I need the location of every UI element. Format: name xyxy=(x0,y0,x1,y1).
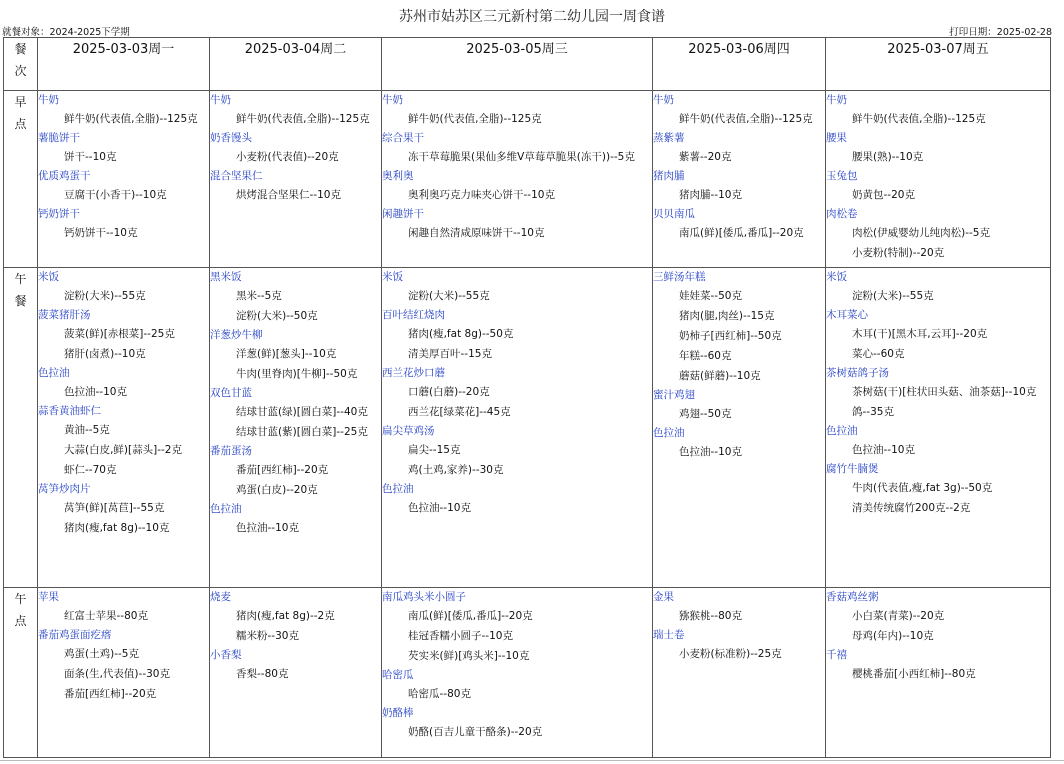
ingredient: 冻干草莓脆果(果仙多维V草莓草脆果(冻干))--5克 xyxy=(408,151,635,163)
dish-name: 苹果 xyxy=(38,591,59,603)
dish-name: 西兰花炒口蘑 xyxy=(382,367,445,379)
dish-name: 南瓜鸡头米小圆子 xyxy=(382,591,466,603)
dish-name: 米饭 xyxy=(826,271,847,283)
ingredient: 小麦粉(标准粉)--25克 xyxy=(679,648,782,660)
dish-name: 牛奶 xyxy=(826,94,847,106)
ingredient: 闲趣自然清咸原味饼干--10克 xyxy=(408,227,545,239)
ingredient: 饼干--10克 xyxy=(64,151,117,163)
weekly-menu-table xyxy=(3,37,1051,758)
dish-name: 菠菜猪肝汤 xyxy=(38,309,91,321)
ingredient: 菠菜(鲜)[赤根菜]--25克 xyxy=(64,328,175,340)
dish-name: 牛奶 xyxy=(38,94,59,106)
dish-name: 玉兔包 xyxy=(826,170,858,182)
ingredient: 糯米粉--30克 xyxy=(236,630,299,642)
dish-name: 千禧 xyxy=(826,649,847,661)
ingredient: 紫薯--20克 xyxy=(679,151,732,163)
menu-cell xyxy=(653,91,826,268)
ingredient: 芡实米(鲜)[鸡头米]--10克 xyxy=(408,650,530,662)
ingredient: 牛肉(代表值,瘦,fat 3g)--50克 xyxy=(852,482,993,494)
dish-name: 番茄蛋汤 xyxy=(210,445,252,457)
ingredient: 鸽--35克 xyxy=(852,406,894,418)
meal-label-char: 点 xyxy=(14,614,27,628)
ingredient: 鲜牛奶(代表值,全脂)--125克 xyxy=(679,113,813,125)
ingredient: 猪肉(腿,肉丝)--15克 xyxy=(679,310,775,322)
ingredient: 鲜牛奶(代表值,全脂)--125克 xyxy=(408,113,542,125)
meal-label xyxy=(4,91,38,268)
ingredient: 黄油--5克 xyxy=(64,424,110,436)
target-info xyxy=(2,24,130,38)
print-label: 打印日期： xyxy=(949,27,997,38)
dish-name: 瑞士卷 xyxy=(653,629,685,641)
ingredient: 面条(生,代表值)--30克 xyxy=(64,668,170,680)
ingredient: 茶树菇(干)[柱状田头菇、油茶菇]--10克 xyxy=(852,386,1037,398)
dish-name: 蒸紫薯 xyxy=(653,132,685,144)
ingredient: 奶柿子[西红柿]--50克 xyxy=(679,330,782,342)
dish-name: 闲趣饼干 xyxy=(382,208,424,220)
menu-cell xyxy=(210,588,382,758)
ingredient: 结球甘蓝(绿)[圆白菜]--40克 xyxy=(236,406,368,418)
ingredient: 猕猴桃--80克 xyxy=(679,610,742,622)
dish-name: 混合坚果仁 xyxy=(210,170,263,182)
menu-cell xyxy=(38,588,210,758)
dish-name: 番茄鸡蛋面疙瘩 xyxy=(38,629,112,641)
meal-label-char: 早 xyxy=(14,95,27,109)
ingredient: 鸡(土鸡,家养)--30克 xyxy=(408,464,504,476)
dish-name: 奶酪棒 xyxy=(382,707,414,719)
dish-name: 茶树菇鸽子汤 xyxy=(826,367,889,379)
dish-name: 米饭 xyxy=(382,271,403,283)
dish-name: 色拉油 xyxy=(826,425,858,437)
ingredient: 番茄[西红柿]--20克 xyxy=(236,464,329,476)
ingredient: 猪肉(瘦,fat 8g)--10克 xyxy=(64,522,170,534)
ingredient: 扁尖--15克 xyxy=(408,444,461,456)
dish-name: 木耳菜心 xyxy=(826,309,868,321)
page-bottom-divider xyxy=(0,760,1064,761)
ingredient: 淀粉(大米)--55克 xyxy=(852,290,934,302)
dish-name: 扁尖草鸡汤 xyxy=(382,425,435,437)
menu-cell xyxy=(382,588,653,758)
target-value: 2024-2025下学期 xyxy=(49,27,130,38)
dish-name: 薯脆饼干 xyxy=(38,132,80,144)
dish-name: 色拉油 xyxy=(382,483,414,495)
dish-name: 牛奶 xyxy=(210,94,231,106)
ingredient: 钙奶饼干--10克 xyxy=(64,227,138,239)
ingredient: 烘烤混合坚果仁--10克 xyxy=(236,189,341,201)
dish-name: 香菇鸡丝粥 xyxy=(826,591,879,603)
ingredient: 香梨--80克 xyxy=(236,668,289,680)
ingredient: 南瓜(鲜)[倭瓜,番瓜]--20克 xyxy=(679,227,804,239)
dish-name: 腐竹牛腩煲 xyxy=(826,463,879,475)
ingredient: 腰果(熟)--10克 xyxy=(852,151,924,163)
ingredient: 哈密瓜--80克 xyxy=(408,688,471,700)
dish-name: 猪肉脯 xyxy=(653,170,685,182)
ingredient: 莴笋(鲜)[莴苣]--55克 xyxy=(64,502,165,514)
ingredient: 牛肉(里脊肉)[牛柳]--50克 xyxy=(236,368,358,380)
dish-name: 烧麦 xyxy=(210,591,231,603)
menu-cell xyxy=(653,588,826,758)
ingredient: 奶酪(百吉儿童干酪条)--20克 xyxy=(408,726,543,738)
menu-cell xyxy=(826,588,1051,758)
dish-name: 肉松卷 xyxy=(826,208,858,220)
day-header: 2025-03-04周二 xyxy=(210,38,382,91)
meal-column-header: 餐 次 xyxy=(4,38,38,91)
menu-cell xyxy=(826,91,1051,268)
ingredient: 结球甘蓝(紫)[圆白菜]--25克 xyxy=(236,426,368,438)
ingredient: 木耳(干)[黑木耳,云耳]--20克 xyxy=(852,328,988,340)
print-value: 2025-02-28 xyxy=(996,27,1052,38)
meal-label-char: 午 xyxy=(14,592,27,606)
dish-name: 牛奶 xyxy=(382,94,403,106)
print-date-info xyxy=(949,24,1052,38)
ingredient: 口蘑(白蘑)--20克 xyxy=(408,386,490,398)
header-row xyxy=(4,38,1051,91)
ingredient: 豆腐干(小香干)--10克 xyxy=(64,189,167,201)
ingredient: 母鸡(年内)--10克 xyxy=(852,630,934,642)
ingredient: 桂冠香糯小圆子--10克 xyxy=(408,630,513,642)
dish-name: 色拉油 xyxy=(210,503,242,515)
dish-name: 蒜香黄油虾仁 xyxy=(38,405,101,417)
ingredient: 小麦粉(特制)--20克 xyxy=(852,247,945,259)
ingredient: 淀粉(大米)--55克 xyxy=(64,290,146,302)
ingredient: 鲜牛奶(代表值,全脂)--125克 xyxy=(64,113,198,125)
dish-name: 双色甘蓝 xyxy=(210,387,252,399)
ingredient: 樱桃番茄[小西红柿]--80克 xyxy=(852,668,976,680)
day-header: 2025-03-06周四 xyxy=(653,38,826,91)
ingredient: 淀粉(大米)--50克 xyxy=(236,310,318,322)
meal-row xyxy=(4,91,1051,268)
ingredient: 肉松(伊威婴幼儿纯肉松)--5克 xyxy=(852,227,990,239)
menu-cell xyxy=(653,268,826,588)
meal-label xyxy=(4,588,38,758)
meal-label-char: 午 xyxy=(14,272,27,286)
menu-cell xyxy=(210,268,382,588)
ingredient: 鸡蛋(白皮)--20克 xyxy=(236,484,318,496)
ingredient: 洋葱(鲜)[葱头]--10克 xyxy=(236,348,337,360)
dish-name: 哈密瓜 xyxy=(382,669,414,681)
day-header: 2025-03-03周一 xyxy=(38,38,210,91)
menu-cell xyxy=(382,91,653,268)
ingredient: 清美传统腐竹200克--2克 xyxy=(852,502,971,514)
ingredient: 色拉油--10克 xyxy=(236,522,299,534)
ingredient: 蘑菇(鲜蘑)--10克 xyxy=(679,370,761,382)
ingredient: 南瓜(鲜)[倭瓜,番瓜]--20克 xyxy=(408,610,533,622)
day-header: 2025-03-07周五 xyxy=(826,38,1051,91)
ingredient: 小麦粉(代表值)--20克 xyxy=(236,151,339,163)
menu-cell xyxy=(826,268,1051,588)
ingredient: 猪肉(瘦,fat 8g)--2克 xyxy=(236,610,335,622)
dish-name: 综合果干 xyxy=(382,132,424,144)
dish-name: 牛奶 xyxy=(653,94,674,106)
ingredient: 鸡翅--50克 xyxy=(679,408,732,420)
dish-name: 贝贝南瓜 xyxy=(653,208,695,220)
dish-name: 小香梨 xyxy=(210,649,242,661)
meal-label-char: 点 xyxy=(14,117,27,131)
menu-cell xyxy=(38,91,210,268)
ingredient: 大蒜(白皮,鲜)[蒜头]--2克 xyxy=(64,444,182,456)
meal-label-char: 餐 xyxy=(14,294,27,308)
dish-name: 蜜汁鸡翅 xyxy=(653,389,695,401)
dish-name: 色拉油 xyxy=(38,367,70,379)
ingredient: 奶黄包--20克 xyxy=(852,189,915,201)
dish-name: 黑米饭 xyxy=(210,271,242,283)
dish-name: 钙奶饼干 xyxy=(38,208,80,220)
meal-label xyxy=(4,268,38,588)
ingredient: 色拉油--10克 xyxy=(852,444,915,456)
dish-name: 三鲜汤年糕 xyxy=(653,271,706,283)
ingredient: 鲜牛奶(代表值,全脂)--125克 xyxy=(852,113,986,125)
ingredient: 菜心--60克 xyxy=(852,348,905,360)
ingredient: 淀粉(大米)--55克 xyxy=(408,290,490,302)
ingredient: 鸡蛋(土鸡)--5克 xyxy=(64,648,139,660)
ingredient: 色拉油--10克 xyxy=(64,386,127,398)
ingredient: 色拉油--10克 xyxy=(408,502,471,514)
meal-row xyxy=(4,268,1051,588)
meal-row xyxy=(4,588,1051,758)
menu-cell xyxy=(210,91,382,268)
page-title: 苏州市姑苏区三元新村第二幼儿园一周食谱 xyxy=(399,9,665,25)
dish-name: 百叶结红烧肉 xyxy=(382,309,445,321)
menu-cell xyxy=(382,268,653,588)
ingredient: 猪肉(瘦,fat 8g)--50克 xyxy=(408,328,514,340)
ingredient: 清美厚百叶--15克 xyxy=(408,348,492,360)
menu-cell xyxy=(38,268,210,588)
ingredient: 黑米--5克 xyxy=(236,290,282,302)
dish-name: 奥利奥 xyxy=(382,170,414,182)
dish-name: 奶香馒头 xyxy=(210,132,252,144)
dish-name: 色拉油 xyxy=(653,427,685,439)
ingredient: 色拉油--10克 xyxy=(679,446,742,458)
ingredient: 鲜牛奶(代表值,全脂)--125克 xyxy=(236,113,370,125)
ingredient: 番茄[西红柿]--20克 xyxy=(64,688,157,700)
ingredient: 娃娃菜--50克 xyxy=(679,290,742,302)
dish-name: 腰果 xyxy=(826,132,847,144)
day-header: 2025-03-05周三 xyxy=(382,38,653,91)
dish-name: 米饭 xyxy=(38,271,59,283)
ingredient: 猪肝(卤煮)--10克 xyxy=(64,348,146,360)
dish-name: 莴笋炒肉片 xyxy=(38,483,91,495)
dish-name: 优质鸡蛋干 xyxy=(38,170,91,182)
ingredient: 红富士苹果--80克 xyxy=(64,610,148,622)
ingredient: 虾仁--70克 xyxy=(64,464,117,476)
ingredient: 猪肉脯--10克 xyxy=(679,189,742,201)
dish-name: 洋葱炒牛柳 xyxy=(210,329,263,341)
target-label: 就餐对象： xyxy=(2,27,50,38)
ingredient: 西兰花[绿菜花]--45克 xyxy=(408,406,511,418)
ingredient: 奥利奥巧克力味夹心饼干--10克 xyxy=(408,189,555,201)
dish-name: 金果 xyxy=(653,591,674,603)
ingredient: 年糕--60克 xyxy=(679,350,732,362)
ingredient: 小白菜(青菜)--20克 xyxy=(852,610,945,622)
